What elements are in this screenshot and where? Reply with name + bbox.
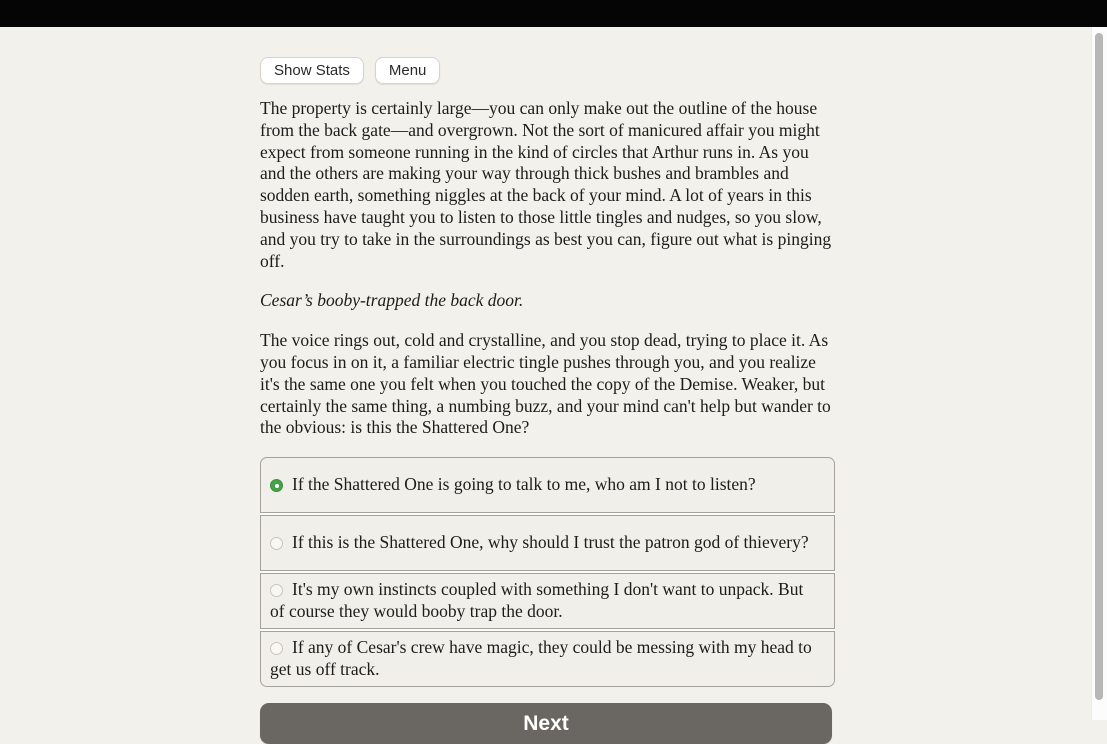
choice-option-3[interactable] (260, 573, 835, 629)
choice-option-label: If the Shattered One is going to talk to me, who am I not to listen? (292, 474, 756, 495)
toolbar (260, 57, 835, 84)
choice-option-4[interactable] (260, 631, 835, 687)
radio-unselected-icon[interactable] (270, 584, 283, 597)
next-button[interactable]: Next (260, 703, 832, 744)
game-page (260, 27, 835, 744)
story-voice-line: Cesar’s booby-trapped the back door. (260, 290, 524, 311)
story-paragraph: The property is certainly large—you can only make out the outline of the house from the back gate—and overgrown. Not the sort of manicured affair you might expect from someone running in the kind of circles that Arthur runs in. As you and the others are making your way through thick bushes and brambles and sodden earth, something niggles at the back of your mind. A lot of years in this business have taught you to listen to those little tingles and nudges, so you slow, and you try to take in the surroundings as best you can, figure out what is pinging off. (260, 98, 832, 271)
menu-button[interactable]: Menu (375, 57, 441, 84)
choice-option-2[interactable] (260, 515, 835, 571)
choice-option-label: It's my own instincts coupled with something I don't want to unpack. But of course they would booby trap the door. (270, 579, 804, 622)
choice-option-1[interactable] (260, 457, 835, 513)
choice-list (260, 457, 835, 687)
scrollbar-thumb[interactable] (1095, 33, 1103, 700)
story-paragraph: The voice rings out, cold and crystalline, and you stop dead, trying to place it. As you focus in on it, a familiar electric tingle pushes through you, and you realize it's the same one you felt when you touched the copy of the Demise. Weaker, but certainly the same thing, a numbing buzz, and your mind can't help but wander to the obvious: is this the Shattered One? (260, 330, 831, 438)
choice-option-label: If this is the Shattered One, why should I trust the patron god of thievery? (292, 532, 809, 553)
radio-selected-icon[interactable] (270, 479, 283, 492)
show-stats-button[interactable]: Show Stats (260, 57, 364, 84)
scrollbar-track[interactable] (1091, 27, 1107, 720)
radio-unselected-icon[interactable] (270, 537, 283, 550)
story-text (260, 98, 835, 439)
radio-unselected-icon[interactable] (270, 642, 283, 655)
top-black-bar (0, 0, 1107, 27)
choice-option-label: If any of Cesar's crew have magic, they could be messing with my head to get us off track. (270, 637, 812, 680)
